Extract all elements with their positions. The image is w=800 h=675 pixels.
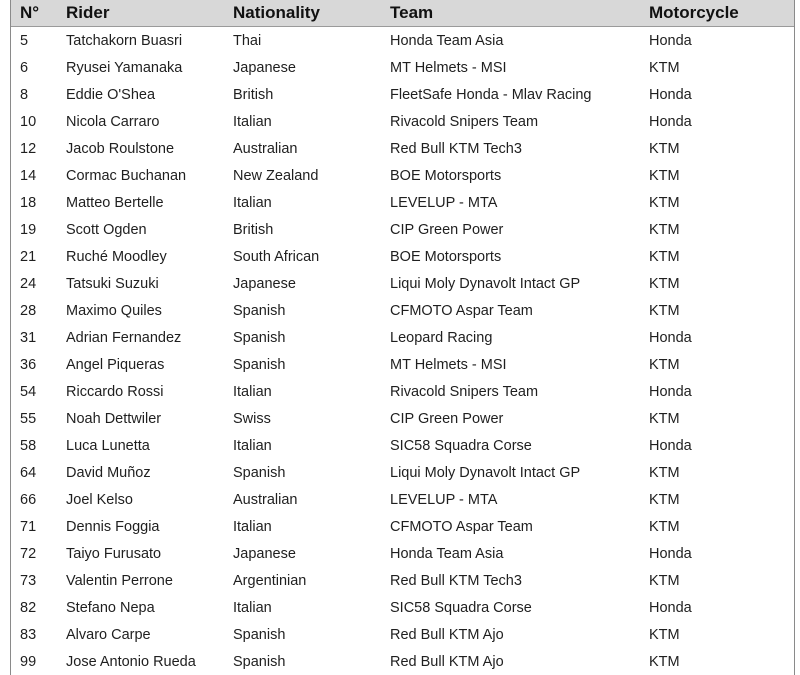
cell-rider: Alvaro Carpe bbox=[66, 626, 151, 643]
cell-number: 73 bbox=[20, 572, 37, 589]
cell-rider: Eddie O'Shea bbox=[66, 86, 156, 103]
cell-motorcycle: Honda bbox=[649, 86, 692, 103]
cell-nationality: Italian bbox=[233, 599, 272, 616]
table-row bbox=[11, 216, 794, 243]
cell-motorcycle: KTM bbox=[649, 221, 680, 238]
cell-team: Rivacold Snipers Team bbox=[390, 383, 539, 400]
cell-rider: Noah Dettwiler bbox=[66, 410, 162, 427]
header-team: Team bbox=[390, 0, 649, 27]
cell-number: 82 bbox=[20, 599, 37, 616]
cell-nationality: Japanese bbox=[233, 545, 296, 562]
cell-nationality: Australian bbox=[233, 491, 298, 508]
cell-motorcycle: KTM bbox=[649, 410, 680, 427]
cell-motorcycle: Honda bbox=[649, 113, 692, 130]
cell-team: Red Bull KTM Tech3 bbox=[390, 140, 522, 157]
cell-rider: Ryusei Yamanaka bbox=[66, 59, 183, 76]
cell-team: CIP Green Power bbox=[390, 221, 504, 238]
cell-motorcycle: Honda bbox=[649, 599, 692, 616]
cell-number: 58 bbox=[20, 437, 37, 454]
cell-nationality: Japanese bbox=[233, 59, 296, 76]
cell-nationality: British bbox=[233, 221, 274, 238]
table-row bbox=[11, 27, 794, 55]
cell-motorcycle: Honda bbox=[649, 329, 692, 346]
cell-nationality: Spanish bbox=[233, 653, 286, 670]
cell-rider: Luca Lunetta bbox=[66, 437, 150, 454]
cell-motorcycle: Honda bbox=[649, 545, 692, 562]
cell-number: 72 bbox=[20, 545, 37, 562]
header-number: N° bbox=[11, 0, 66, 27]
cell-team: FleetSafe Honda - Mlav Racing bbox=[390, 86, 592, 103]
cell-number: 83 bbox=[20, 626, 37, 643]
cell-team: BOE Motorsports bbox=[390, 167, 502, 184]
cell-motorcycle: KTM bbox=[649, 275, 680, 292]
table-row bbox=[11, 405, 794, 432]
cell-number: 24 bbox=[20, 275, 37, 292]
table-row bbox=[11, 621, 794, 648]
header-motorcycle: Motorcycle bbox=[649, 0, 794, 27]
table-body bbox=[11, 27, 794, 675]
cell-number: 19 bbox=[20, 221, 37, 238]
cell-rider: Nicola Carraro bbox=[66, 113, 160, 130]
table-row bbox=[11, 486, 794, 513]
cell-nationality: Italian bbox=[233, 518, 272, 535]
table-row bbox=[11, 162, 794, 189]
cell-number: 64 bbox=[20, 464, 37, 481]
cell-nationality: Italian bbox=[233, 437, 272, 454]
cell-nationality: Italian bbox=[233, 194, 272, 211]
table-row bbox=[11, 324, 794, 351]
cell-motorcycle: KTM bbox=[649, 626, 680, 643]
cell-team: MT Helmets - MSI bbox=[390, 356, 507, 373]
cell-nationality: New Zealand bbox=[233, 167, 319, 184]
cell-rider: Dennis Foggia bbox=[66, 518, 160, 535]
cell-team: LEVELUP - MTA bbox=[390, 194, 498, 211]
cell-number: 10 bbox=[20, 113, 37, 130]
cell-number: 21 bbox=[20, 248, 37, 265]
cell-number: 99 bbox=[20, 653, 37, 670]
cell-rider: David Muñoz bbox=[66, 464, 151, 481]
cell-team: MT Helmets - MSI bbox=[390, 59, 507, 76]
cell-rider: Matteo Bertelle bbox=[66, 194, 164, 211]
cell-motorcycle: KTM bbox=[649, 59, 680, 76]
cell-nationality: Australian bbox=[233, 140, 298, 157]
cell-team: SIC58 Squadra Corse bbox=[390, 599, 532, 616]
cell-team: CFMOTO Aspar Team bbox=[390, 518, 533, 535]
table-row bbox=[11, 243, 794, 270]
cell-number: 55 bbox=[20, 410, 37, 427]
cell-number: 14 bbox=[20, 167, 37, 184]
cell-motorcycle: KTM bbox=[649, 248, 680, 265]
riders-table bbox=[11, 0, 794, 675]
cell-motorcycle: KTM bbox=[649, 140, 680, 157]
cell-nationality: Spanish bbox=[233, 464, 286, 481]
cell-motorcycle: KTM bbox=[649, 491, 680, 508]
cell-number: 5 bbox=[20, 32, 29, 49]
cell-motorcycle: Honda bbox=[649, 437, 692, 454]
cell-rider: Riccardo Rossi bbox=[66, 383, 164, 400]
cell-motorcycle: KTM bbox=[649, 302, 680, 319]
cell-team: BOE Motorsports bbox=[390, 248, 502, 265]
table-row bbox=[11, 567, 794, 594]
cell-rider: Maximo Quiles bbox=[66, 302, 162, 319]
cell-rider: Tatchakorn Buasri bbox=[66, 32, 183, 49]
cell-motorcycle: KTM bbox=[649, 464, 680, 481]
table-row bbox=[11, 297, 794, 324]
cell-number: 28 bbox=[20, 302, 37, 319]
cell-rider: Jacob Roulstone bbox=[66, 140, 175, 157]
table-row bbox=[11, 459, 794, 486]
cell-team: CFMOTO Aspar Team bbox=[390, 302, 533, 319]
table-row bbox=[11, 189, 794, 216]
cell-rider: Joel Kelso bbox=[66, 491, 133, 508]
cell-team: Leopard Racing bbox=[390, 329, 493, 346]
cell-motorcycle: Honda bbox=[649, 32, 692, 49]
cell-team: SIC58 Squadra Corse bbox=[390, 437, 532, 454]
table-row bbox=[11, 648, 794, 675]
cell-number: 36 bbox=[20, 356, 37, 373]
cell-team: Honda Team Asia bbox=[390, 32, 504, 49]
cell-nationality: Spanish bbox=[233, 356, 286, 373]
cell-number: 12 bbox=[20, 140, 37, 157]
cell-number: 18 bbox=[20, 194, 37, 211]
cell-rider: Jose Antonio Rueda bbox=[66, 653, 196, 670]
cell-number: 71 bbox=[20, 518, 37, 535]
cell-nationality: British bbox=[233, 86, 274, 103]
cell-number: 6 bbox=[20, 59, 29, 76]
cell-number: 31 bbox=[20, 329, 37, 346]
cell-rider: Scott Ogden bbox=[66, 221, 147, 238]
table-row bbox=[11, 378, 794, 405]
cell-nationality: Argentinian bbox=[233, 572, 307, 589]
table-header-row bbox=[11, 0, 794, 27]
cell-number: 8 bbox=[20, 86, 29, 103]
header-rider: Rider bbox=[66, 0, 233, 27]
cell-nationality: South African bbox=[233, 248, 320, 265]
cell-team: LEVELUP - MTA bbox=[390, 491, 498, 508]
cell-nationality: Swiss bbox=[233, 410, 271, 427]
cell-team: Red Bull KTM Ajo bbox=[390, 653, 504, 670]
cell-motorcycle: KTM bbox=[649, 518, 680, 535]
table-row bbox=[11, 54, 794, 81]
table-row bbox=[11, 513, 794, 540]
cell-number: 66 bbox=[20, 491, 37, 508]
cell-team: Honda Team Asia bbox=[390, 545, 504, 562]
riders-table-container bbox=[10, 0, 795, 675]
table-row bbox=[11, 594, 794, 621]
header-nationality: Nationality bbox=[233, 0, 390, 27]
cell-nationality: Italian bbox=[233, 113, 272, 130]
cell-motorcycle: KTM bbox=[649, 167, 680, 184]
table-row bbox=[11, 351, 794, 378]
cell-team: Red Bull KTM Ajo bbox=[390, 626, 504, 643]
cell-motorcycle: Honda bbox=[649, 383, 692, 400]
cell-motorcycle: KTM bbox=[649, 572, 680, 589]
table-row bbox=[11, 108, 794, 135]
cell-motorcycle: KTM bbox=[649, 653, 680, 670]
cell-nationality: Spanish bbox=[233, 626, 286, 643]
cell-team: Rivacold Snipers Team bbox=[390, 113, 539, 130]
cell-nationality: Spanish bbox=[233, 302, 286, 319]
cell-rider: Taiyo Furusato bbox=[66, 545, 162, 562]
cell-number: 54 bbox=[20, 383, 37, 400]
cell-nationality: Italian bbox=[233, 383, 272, 400]
cell-nationality: Thai bbox=[233, 32, 262, 49]
cell-rider: Valentin Perrone bbox=[66, 572, 173, 589]
cell-rider: Angel Piqueras bbox=[66, 356, 165, 373]
cell-rider: Tatsuki Suzuki bbox=[66, 275, 159, 292]
cell-rider: Cormac Buchanan bbox=[66, 167, 187, 184]
table-row bbox=[11, 432, 794, 459]
cell-rider: Adrian Fernandez bbox=[66, 329, 182, 346]
cell-team: Red Bull KTM Tech3 bbox=[390, 572, 522, 589]
cell-team: CIP Green Power bbox=[390, 410, 504, 427]
table-row bbox=[11, 270, 794, 297]
cell-motorcycle: KTM bbox=[649, 194, 680, 211]
cell-team: Liqui Moly Dynavolt Intact GP bbox=[390, 275, 581, 292]
cell-nationality: Japanese bbox=[233, 275, 296, 292]
cell-rider: Ruché Moodley bbox=[66, 248, 167, 265]
table-row bbox=[11, 81, 794, 108]
cell-motorcycle: KTM bbox=[649, 356, 680, 373]
cell-team: Liqui Moly Dynavolt Intact GP bbox=[390, 464, 581, 481]
cell-rider: Stefano Nepa bbox=[66, 599, 155, 616]
cell-nationality: Spanish bbox=[233, 329, 286, 346]
table-row bbox=[11, 135, 794, 162]
table-row bbox=[11, 540, 794, 567]
